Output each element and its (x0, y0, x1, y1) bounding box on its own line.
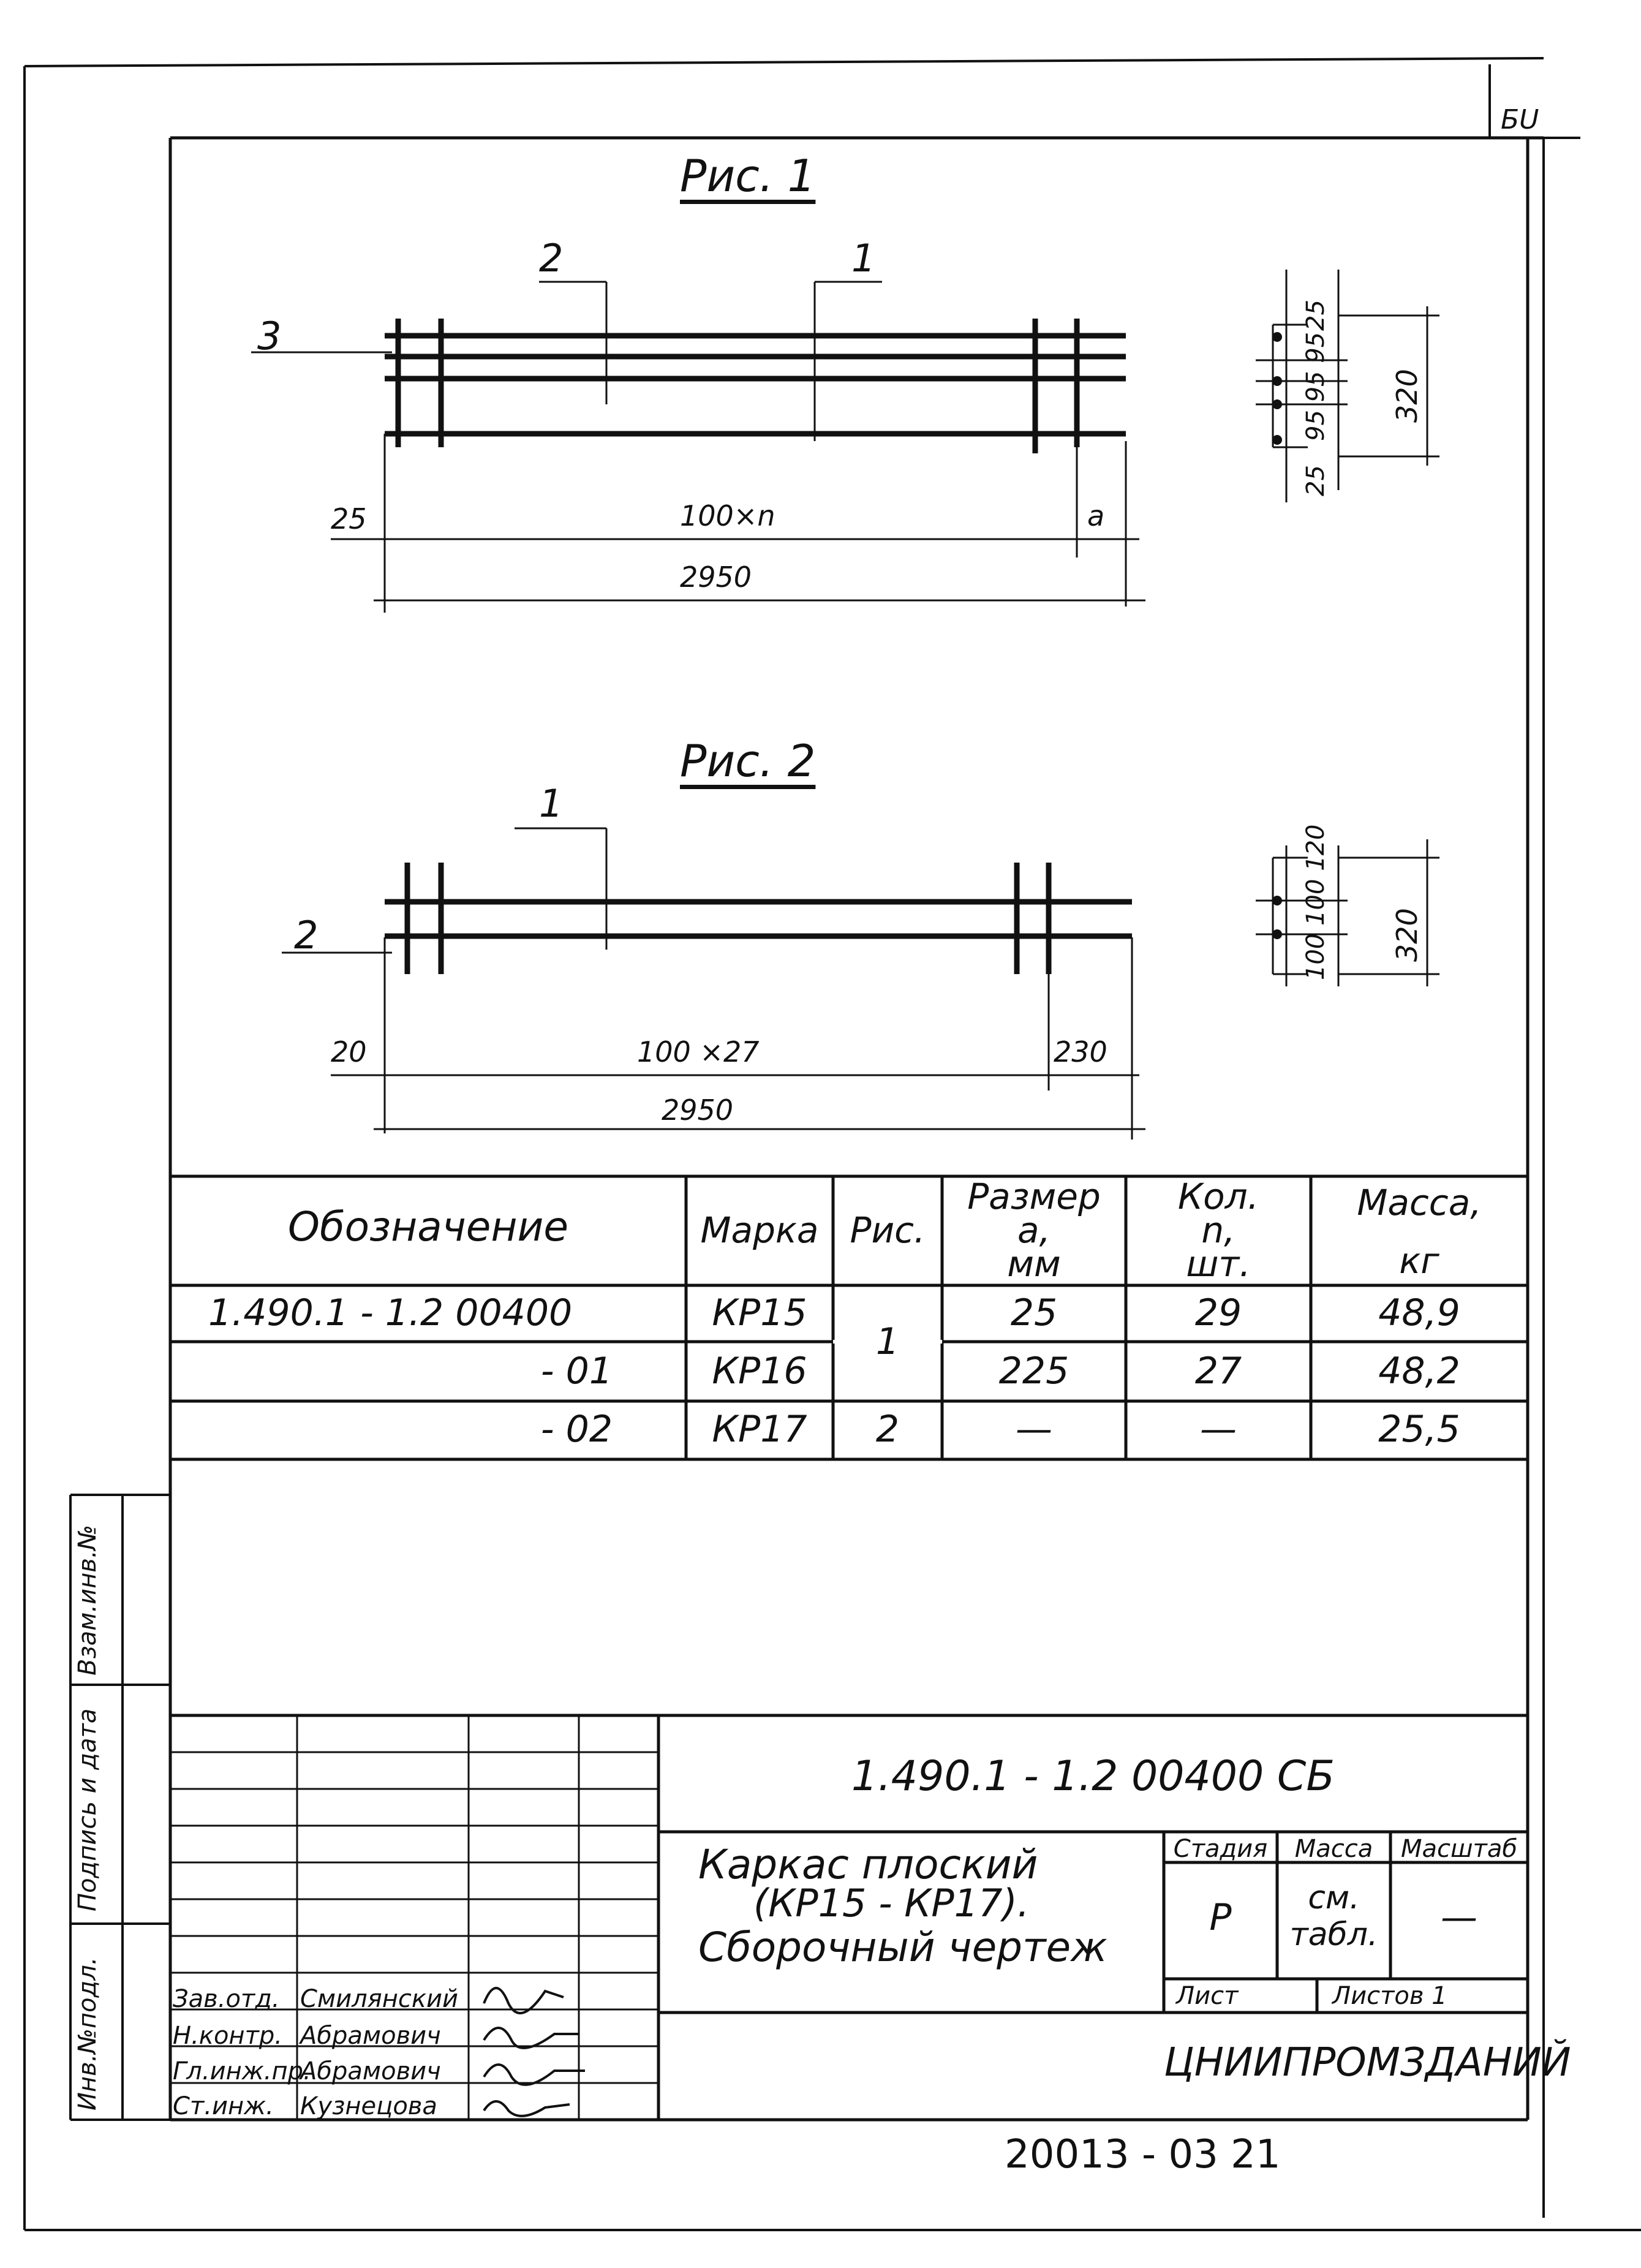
row2-mark: КР16 (712, 1350, 807, 1393)
row3-count: — (1200, 1408, 1237, 1451)
header-fig: Рис. (850, 1209, 926, 1251)
side-inv-podl: Инв.№подл. (74, 1957, 102, 2111)
organization: ЦНИИПРОМЗДАНИЙ (1164, 2040, 1571, 2085)
fig2-dim-total: 2950 (662, 1094, 734, 1127)
row1-mass: 48,9 (1378, 1291, 1460, 1334)
doc-code: 1.490.1 - 1.2 00400 СБ (851, 1752, 1335, 1801)
signatory-name: Кузнецова (300, 2092, 437, 2120)
row3-mass: 25,5 (1378, 1408, 1460, 1451)
row1-size: 25 (1010, 1291, 1058, 1334)
row3-size: — (1016, 1408, 1052, 1451)
header-mark: Марка (700, 1209, 819, 1251)
header-size-line1: Размер (967, 1176, 1101, 1217)
doc-name-line1: Каркас плоский (698, 1841, 1038, 1888)
fig1-bars (385, 319, 1126, 453)
mass-value-line1: см. (1308, 1880, 1360, 1916)
fig1-title: Рис. 1 (680, 150, 816, 202)
fig2-section-total: 320 (1390, 908, 1424, 962)
doc-name-line3: Сборочный чертеж (698, 1924, 1107, 1971)
sheet-label: Лист (1176, 1982, 1239, 2010)
header-count-line2: n, (1201, 1209, 1235, 1251)
stage-label: Стадия (1173, 1835, 1268, 1863)
row1-count: 29 (1194, 1291, 1242, 1334)
fig1-dim-mid: 100×n (680, 499, 775, 532)
header-mass-line1: Масса, (1357, 1182, 1482, 1223)
fig1-section-bottom: 25 (1302, 465, 1330, 496)
stage-value: Р (1209, 1896, 1232, 1939)
header-designation: Обозначение (288, 1203, 568, 1250)
row3-mark: КР17 (712, 1408, 807, 1451)
fig2-title: Рис. 2 (680, 735, 816, 787)
corner-mark: БU (1501, 104, 1539, 135)
signatory-role: Гл.инж.пр. (173, 2057, 311, 2085)
header-size-line2: a, (1017, 1209, 1051, 1251)
sheets-label: Листов 1 (1332, 1982, 1447, 2010)
row1-designation: 1.490.1 - 1.2 00400 (208, 1291, 573, 1334)
row3-fig: 2 (875, 1408, 900, 1451)
fig1-position-2: 2 (539, 236, 564, 281)
fig1-section-top: 25 (1302, 300, 1330, 331)
row2-mass: 48,2 (1378, 1350, 1460, 1393)
fig1-dim-left: 25 (331, 502, 367, 535)
fig2-position-1: 1 (539, 781, 564, 826)
signatory-name: Абрамович (300, 2057, 441, 2085)
fig2-dim-left: 20 (331, 1035, 367, 1068)
row3-designation: - 02 (540, 1408, 613, 1451)
fig1-section-total: 320 (1390, 369, 1424, 423)
signatures (484, 1988, 585, 2116)
row1-mark: КР15 (712, 1291, 807, 1334)
fig1-dim-total: 2950 (680, 561, 752, 594)
footer-number: 20013 - 03 21 (1005, 2132, 1281, 2177)
signatory-role: Зав.отд. (173, 1985, 280, 2013)
header-size-line3: мм (1007, 1243, 1061, 1285)
side-podpis-data: Подпись и дата (74, 1708, 102, 1911)
doc-name-line2: (КР15 - КР17). (753, 1881, 1030, 1926)
row2-designation: - 01 (540, 1350, 613, 1393)
fig1-position-1: 1 (851, 236, 876, 281)
header-count-line3: шт. (1186, 1243, 1251, 1285)
fig2-section-parts: 100 100 120 (1302, 824, 1330, 980)
signatory-role: Ст.инж. (173, 2092, 274, 2120)
signatory-name: Смилянский (300, 1985, 459, 2013)
row1-fig: 1 (875, 1320, 900, 1363)
fig1-position-3: 3 (257, 314, 282, 358)
header-mass-line2: кг (1399, 1240, 1439, 1282)
row2-size: 225 (998, 1350, 1069, 1393)
fig2-dim-mid: 100 ×27 (637, 1035, 760, 1068)
scale-value: — (1441, 1896, 1477, 1939)
mass-label: Масса (1294, 1835, 1373, 1863)
fig1-section-mid: 95 95 95 (1302, 331, 1330, 441)
mass-value-line2: табл. (1289, 1916, 1378, 1953)
fig2-dim-right: 230 (1054, 1035, 1107, 1068)
scale-label: Масштаб (1400, 1835, 1518, 1863)
fig2-position-2: 2 (294, 913, 319, 958)
side-vzam-inv: Взам.инв.№ (74, 1524, 102, 1676)
fig1-dim-right: a (1087, 499, 1105, 532)
header-count-line1: Кол. (1177, 1176, 1259, 1217)
row2-count: 27 (1194, 1350, 1242, 1393)
fig2-bars (385, 863, 1132, 974)
signatory-name: Абрамович (300, 2022, 441, 2050)
signatory-role: Н.контр. (173, 2022, 282, 2050)
